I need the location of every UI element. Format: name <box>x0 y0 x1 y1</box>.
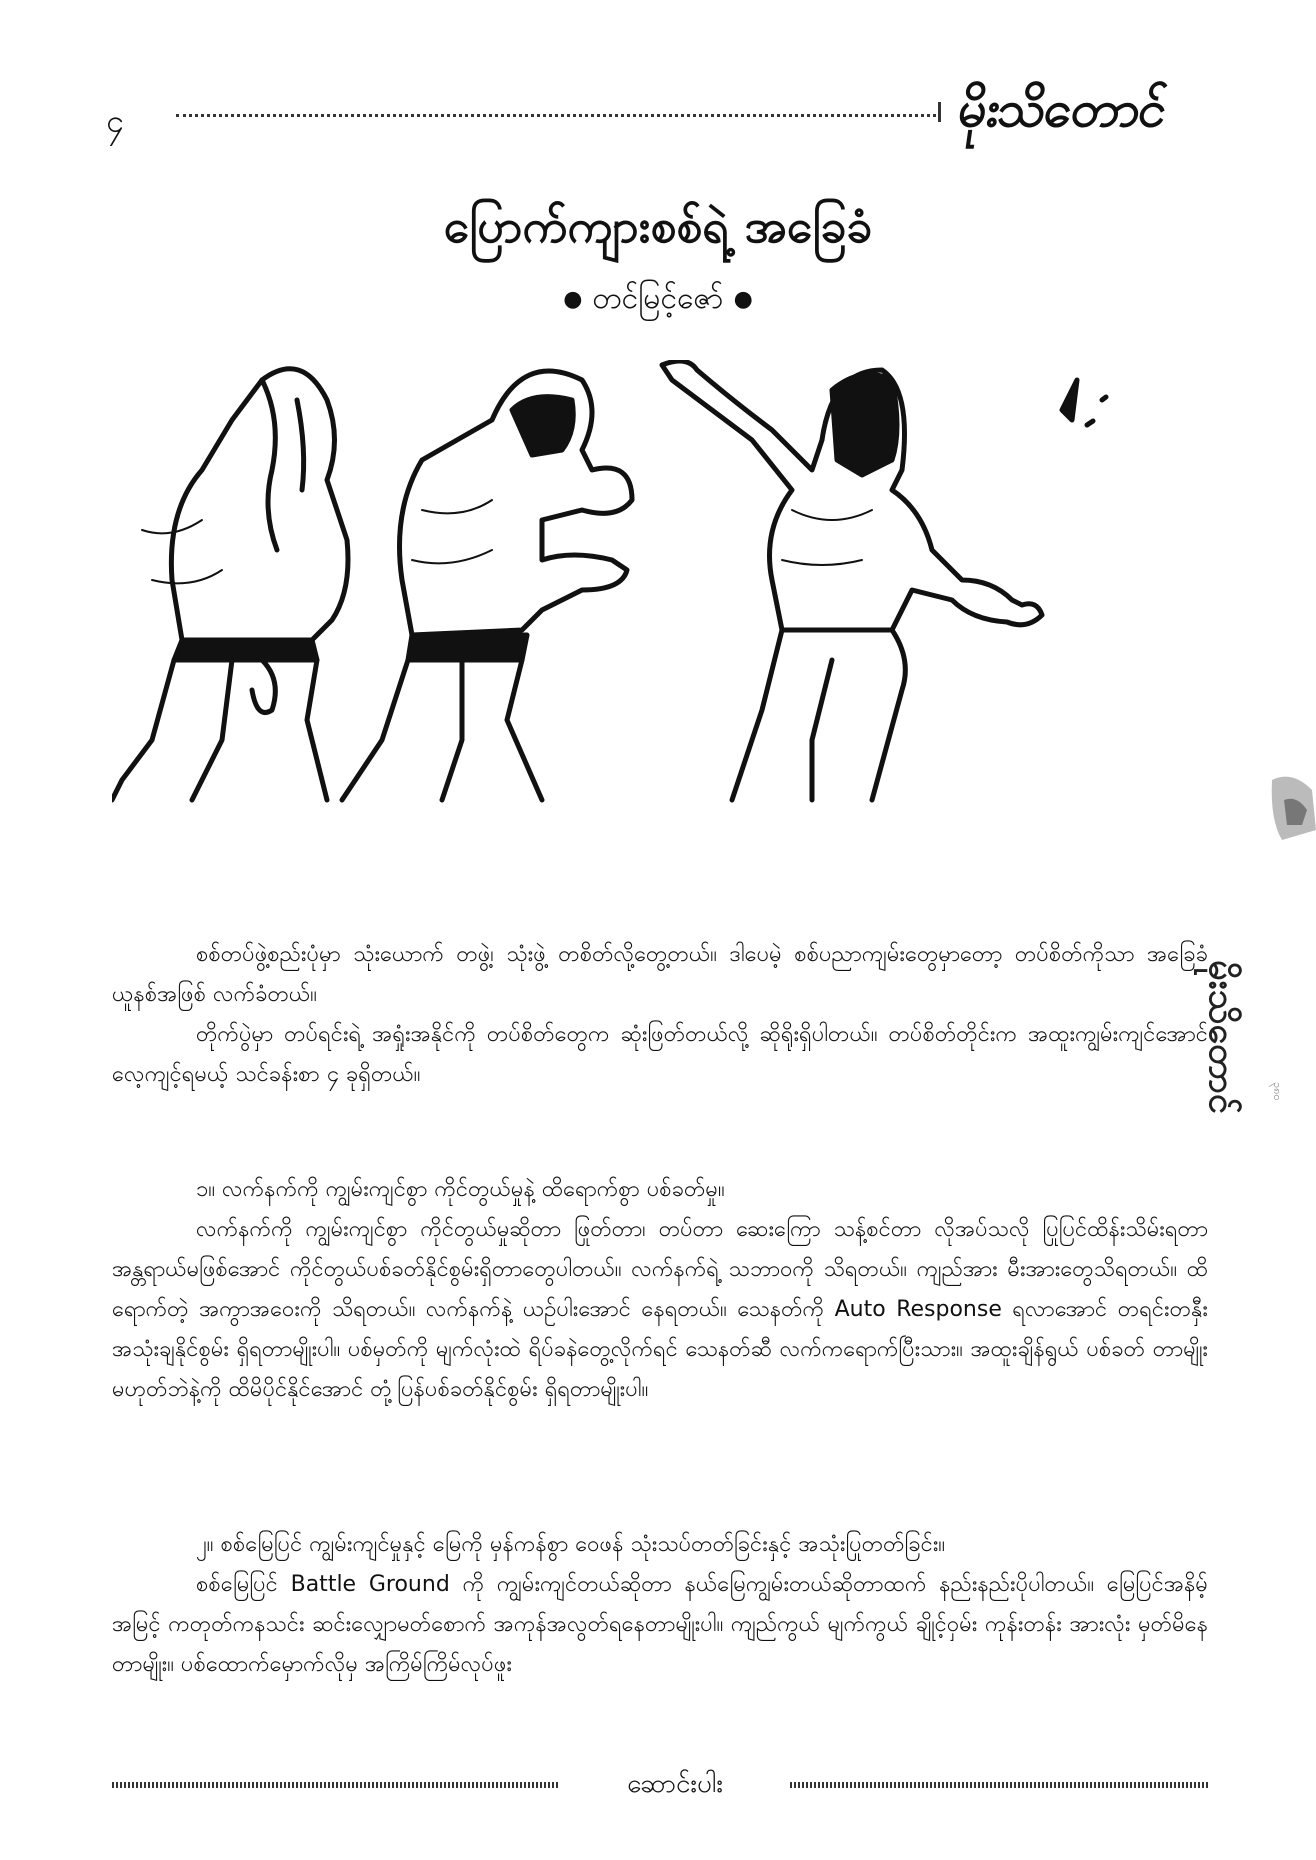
section-2-text: စစ်မြေပြင် Battle Ground ကို ကျွမ်းကျင်တယ်ဆိုတာ နယ်မြေကျွမ်းတယ်ဆိုတာထက် နည်းနည်းပိုပါတယ်။ မြေပြင်အနိမ့်အမြင့် ကတုတ်ကနသင်း ဆင်းလျှောမတ်စောက် အကုန်အလွတ်ရနေတာမျိုးပါ။ ကျည်ကွယ် မျက်ကွယ် ချိုင့်ဝှမ်း ကုန်းတန်း အားလုံး မှတ်မိနေတာမျိုး။ ပစ်ထောက်မှောက်လိုမှ အကြိမ်ကြိမ်လုပ်ဖူး <box>112 1572 1208 1677</box>
bullet-icon: ● <box>563 287 583 312</box>
footer-dotted-rule-right <box>790 1782 1208 1788</box>
article-byline <box>0 278 1316 323</box>
section-1-heading: ၁။ လက်နက်ကို ကျွမ်းကျင်စွာ ကိုင်တွယ်မှုနဲ့ ထိရောက်စွာ ပစ်ခတ်မှု။ <box>196 1177 725 1202</box>
section-2-heading: ၂။ စစ်မြေပြင် ကျွမ်းကျင်မှုနှင့် မြေကို မှန်ကန်စွာ ဝေဖန် သုံးသပ်တတ်ခြင်းနှင့် အသုံးပြုတတ်ခြင်း။ <box>196 1532 946 1557</box>
author-name: တင်မြင့်ဇော် <box>592 281 724 316</box>
section-1 <box>112 1170 1208 1410</box>
page-number: ၄ <box>106 102 124 140</box>
masked-figure-right <box>662 361 1042 800</box>
footer-dotted-rule-left <box>112 1782 560 1788</box>
bullet-icon: ● <box>733 287 753 312</box>
hooded-figure-left <box>112 369 348 800</box>
side-tab-masthead: မိုးသိတောင် <box>1201 960 1243 1114</box>
intro-paragraph-1: စစ်တပ်ဖွဲ့စည်းပုံမှာ သုံးယောက် တဖွဲ့၊ သုံးဖွဲ့ တစိတ်လို့တွေ့တယ်။ ဒါပေမဲ့ စစ်ပညာကျမ်းတွေမှာတော့ တပ်စိတ်ကိုသာ အခြေခံယူနစ်အဖြစ် လက်ခံတယ်။ <box>112 942 1208 1007</box>
side-tab-photo-icon <box>1262 770 1316 1100</box>
header-dotted-rule <box>176 114 936 117</box>
intro-paragraphs <box>112 935 1208 1095</box>
fight-scene-illustration <box>112 360 1204 920</box>
section-2 <box>112 1525 1208 1685</box>
hooded-figure-center <box>342 371 632 800</box>
side-tab-issue-number: ၃၈၀ <box>1271 1082 1284 1101</box>
header-rule-end-mark <box>938 102 941 122</box>
intro-paragraph-2: တိုက်ပွဲမှာ တပ်ရင်းရဲ့ အရှုံးအနိုင်ကို တပ်စိတ်တွေက ဆုံးဖြတ်တယ်လို့ ဆိုရိုးရှိပါတယ်။ တပ်စိတ်တိုင်းက အထူးကျွမ်းကျင်အောင် လေ့ကျင့်ရမယ့် သင်ခန်းစာ ၄ ခုရှိတယ်။ <box>112 1022 1208 1087</box>
continued-label: ဆောင်းပါး <box>627 1769 723 1799</box>
article-title: ပြောက်ကျားစစ်ရဲ့ အခြေခံ <box>443 199 873 253</box>
masthead-logo: မိုးသိတောင် <box>954 79 1169 138</box>
section-1-text: လက်နက်ကို ကျွမ်းကျင်စွာ ကိုင်တွယ်မှုဆိုတာ ဖြုတ်တာ၊ တပ်တာ ဆေးကြော သန့်စင်တာ လိုအပ်သလို ပြုပြင်ထိန်းသိမ်းရတာ အန္တရာယ်မဖြစ်အောင် ကိုင်တွယ်ပစ်ခတ်နိုင်စွမ်းရှိတာတွေပါတယ်။ လက်နက်ရဲ့ သဘာဝကို သိရတယ်။ ကျည်အား မီးအားတွေသိရတယ်။ ထိရောက်တဲ့ အကွာအဝေးကို သိရတယ်။ လက်နက်နဲ့ ယဉ်ပါးအောင် နေရတယ်။ သေနတ်ကို Auto Response ရလာအောင် တရင်းတနှီး အသုံးချနိုင်စွမ်း ရှိရတာမျိုးပါ။ ပစ်မှတ်ကို မျက်လုံးထဲ ရိပ်ခနဲတွေ့လိုက်ရင် သေနတ်ဆီ လက်ကရောက်ပြီးသား။ အထူးချိန်ရွယ် ပစ်ခတ် တာမျိုး မဟုတ်ဘဲနဲ့ကို ထိမိပိုင်နိုင်အောင် တုံ့ပြန်ပစ်ခတ်နိုင်စွမ်း ရှိရတာမျိုးပါ။ <box>112 1217 1208 1402</box>
